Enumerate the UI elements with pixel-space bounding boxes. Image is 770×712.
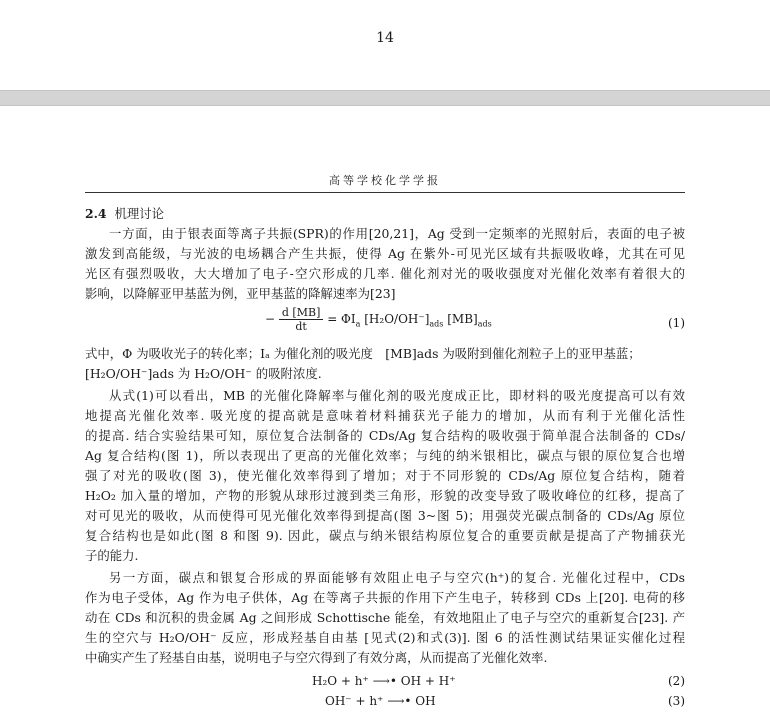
paragraph-line: 光区有强烈吸收，大大增加了电子-空穴形成的几率. 催化剂对光的吸收强度对光催化效率有着很大的 — [85, 266, 685, 281]
equation-number: (3) — [668, 694, 685, 708]
paragraph-line: 一方面，由于银表面等离子共振(SPR)的作用[20,21]，Ag 受到一定频率的光照射后，表面的电子被 — [109, 226, 685, 241]
equation-number: (1) — [668, 316, 685, 330]
paragraph-line: 子的能力. — [85, 548, 139, 563]
paragraph-line: 影响，以降解亚甲基蓝为例，亚甲基蓝的降解速率为[23] — [85, 286, 396, 301]
paragraph-line: Ag 复合结构(图 1)，所以表现出了更高的光催化效率；与纯的纳米银相比，碳点与银的原位复合也增 — [85, 448, 685, 463]
paragraph-line: 生的空穴与 H₂O/OH⁻ 反应，形成羟基自由基 [见式(2)和式(3)]. 图 6 的活性测试结果证实催化过程 — [85, 630, 685, 645]
equation-1: − $\frac{d [MB]}{dt}$ = $\Phi I_a$ $[H_2O/OH^-]_{ads}$ $[MB]_{ads}$ — [265, 306, 492, 333]
paragraph-line: 强了对光的吸收(图 3)，使光催化效率得到了增加；对于不同形貌的 CDs/Ag 原位复合结构，随着 — [85, 468, 685, 483]
paragraph-line: 地提高光催化效率. 吸光度的提高就是意味着材料捕获光子能力的增加，从而有利于光催化活性 — [85, 408, 685, 423]
previous-page-bottom — [0, 0, 770, 90]
equation-number: (2) — [668, 674, 685, 688]
paragraph-line: 复合结构也是如此(图 8 和图 9). 因此，碳点与纳米银结构原位复合的重要贡献是提高了产物捕获光 — [85, 528, 685, 543]
page-number: 14 — [376, 30, 394, 46]
paragraph-line: 中确实产生了羟基自由基，说明电子与空穴得到了有效分离，从而提高了光催化效率. — [85, 650, 548, 665]
running-header: 高等学校化学学报 — [329, 174, 441, 187]
paragraph-line: 式中，Φ 为吸收光子的转化率；Iₐ 为催化剂的吸光度 [MB]ads 为吸附到催化剂粒子上的亚甲基蓝； — [85, 346, 641, 361]
paragraph-line: [H₂O/OH⁻]ads 为 H₂O/OH⁻ 的吸附浓度. — [85, 366, 322, 381]
equation-2: H₂O + h⁺ ⟶• OH + H⁺ — [312, 674, 456, 688]
fraction: $\frac{d [MB]}{dt}$ — [279, 306, 323, 333]
section-title: 机理讨论 — [114, 206, 165, 221]
page-gap — [0, 90, 770, 106]
paragraph-line: 从式(1)可以看出，MB 的光催化降解率与催化剂的吸光度成正比，即材料的吸光度提高可以有效 — [109, 388, 685, 403]
paragraph-line: 作为电子受体，Ag 作为电子供体，Ag 在等离子共振的作用下产生电子，转移到 CDs 上[20]. 电荷的移 — [85, 590, 685, 605]
paragraph-line: 的提高. 结合实验结果可知，原位复合法制备的 CDs/Ag 复合结构的吸收强于简单混合法制备的 CDs/ — [85, 428, 685, 443]
section-heading — [85, 206, 685, 222]
paragraph-line: 另一方面，碳点和银复合形成的界面能够有效阻止电子与空穴(h⁺)的复合. 光催化过程中，CDs — [109, 570, 685, 585]
section-number: 2.4 — [85, 206, 107, 221]
equation-3: OH⁻ + h⁺ ⟶• OH — [325, 694, 436, 708]
paragraph-line: 激发到高能级，与光波的电场耦合产生共振，使得 Ag 在紫外-可见光区域有共振吸收峰，尤其在可见 — [85, 246, 685, 261]
paragraph-line: 动在 CDs 和沉积的贵金属 Ag 之间形成 Schottische 能垒，有效地阻止了电子与空穴的重新复合[23]. 产 — [85, 610, 685, 625]
header-rule — [85, 192, 685, 193]
document-page — [0, 106, 770, 712]
paragraph-line: H₂O₂ 加入量的增加，产物的形貌从球形过渡到类三角形，形貌的改变导致了吸收峰位的红移，提高了 — [85, 488, 685, 503]
paragraph-line: 对可见光的吸收，从而使得可见光催化效率得到提高(图 3~图 5)；用强荧光碳点制备的 CDs/Ag 原位 — [85, 508, 685, 523]
